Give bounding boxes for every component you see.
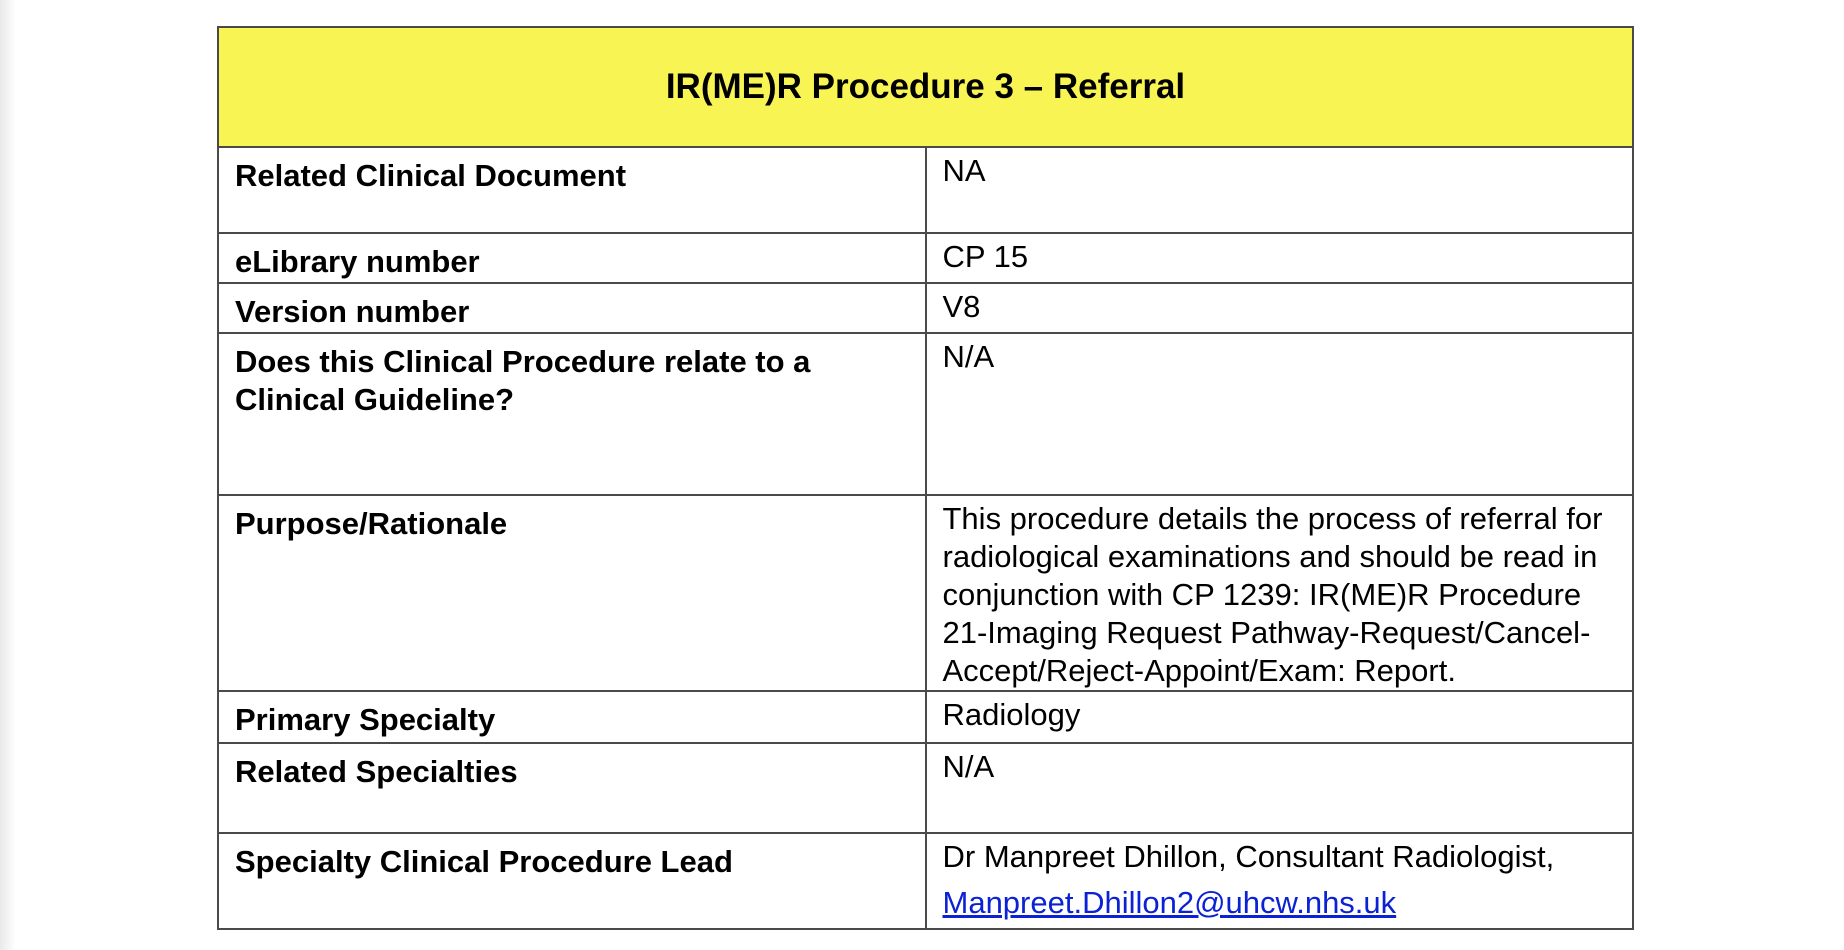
row-label-procedure-lead: Specialty Clinical Procedure Lead <box>218 833 926 929</box>
procedure-title: IR(ME)R Procedure 3 – Referral <box>218 27 1633 147</box>
row-value-version-number: V8 <box>926 283 1634 333</box>
procedure-lead-email-link[interactable]: Manpreet.Dhillon2@uhcw.nhs.uk <box>942 885 1397 920</box>
row-value-related-clinical-document: NA <box>926 147 1634 233</box>
row-label-version-number: Version number <box>218 283 926 333</box>
table-row <box>218 283 1633 333</box>
row-label-clinical-guideline-relation: Does this Clinical Procedure relate to a Clinical Guideline? <box>218 333 926 495</box>
table-row <box>218 743 1633 833</box>
row-label-primary-specialty: Primary Specialty <box>218 691 926 743</box>
table-row <box>218 495 1633 691</box>
table-row <box>218 833 1633 929</box>
table-row <box>218 233 1633 283</box>
row-label-elibrary-number: eLibrary number <box>218 233 926 283</box>
page-edge-shadow <box>0 0 16 950</box>
row-label-related-clinical-document: Related Clinical Document <box>218 147 926 233</box>
table-row <box>218 691 1633 743</box>
row-value-related-specialties: N/A <box>926 743 1634 833</box>
row-value-primary-specialty: Radiology <box>926 691 1634 743</box>
table-row <box>218 333 1633 495</box>
row-value-purpose-rationale: This procedure details the process of referral for radiological examinations and should be read in conjunction with CP 1239: IR(ME)R Procedure 21-Imaging Request Pathway-Request/Cancel-Accept/Reject-Appoint/Exam: Report. <box>926 495 1634 691</box>
row-value-procedure-lead <box>926 833 1634 929</box>
row-value-clinical-guideline-relation: N/A <box>926 333 1634 495</box>
procedure-lead-name: Dr Manpreet Dhillon, Consultant Radiologist, <box>942 839 1555 874</box>
row-value-elibrary-number: CP 15 <box>926 233 1634 283</box>
row-label-purpose-rationale: Purpose/Rationale <box>218 495 926 691</box>
procedure-info-table <box>217 26 1634 930</box>
row-label-related-specialties: Related Specialties <box>218 743 926 833</box>
table-row <box>218 147 1633 233</box>
